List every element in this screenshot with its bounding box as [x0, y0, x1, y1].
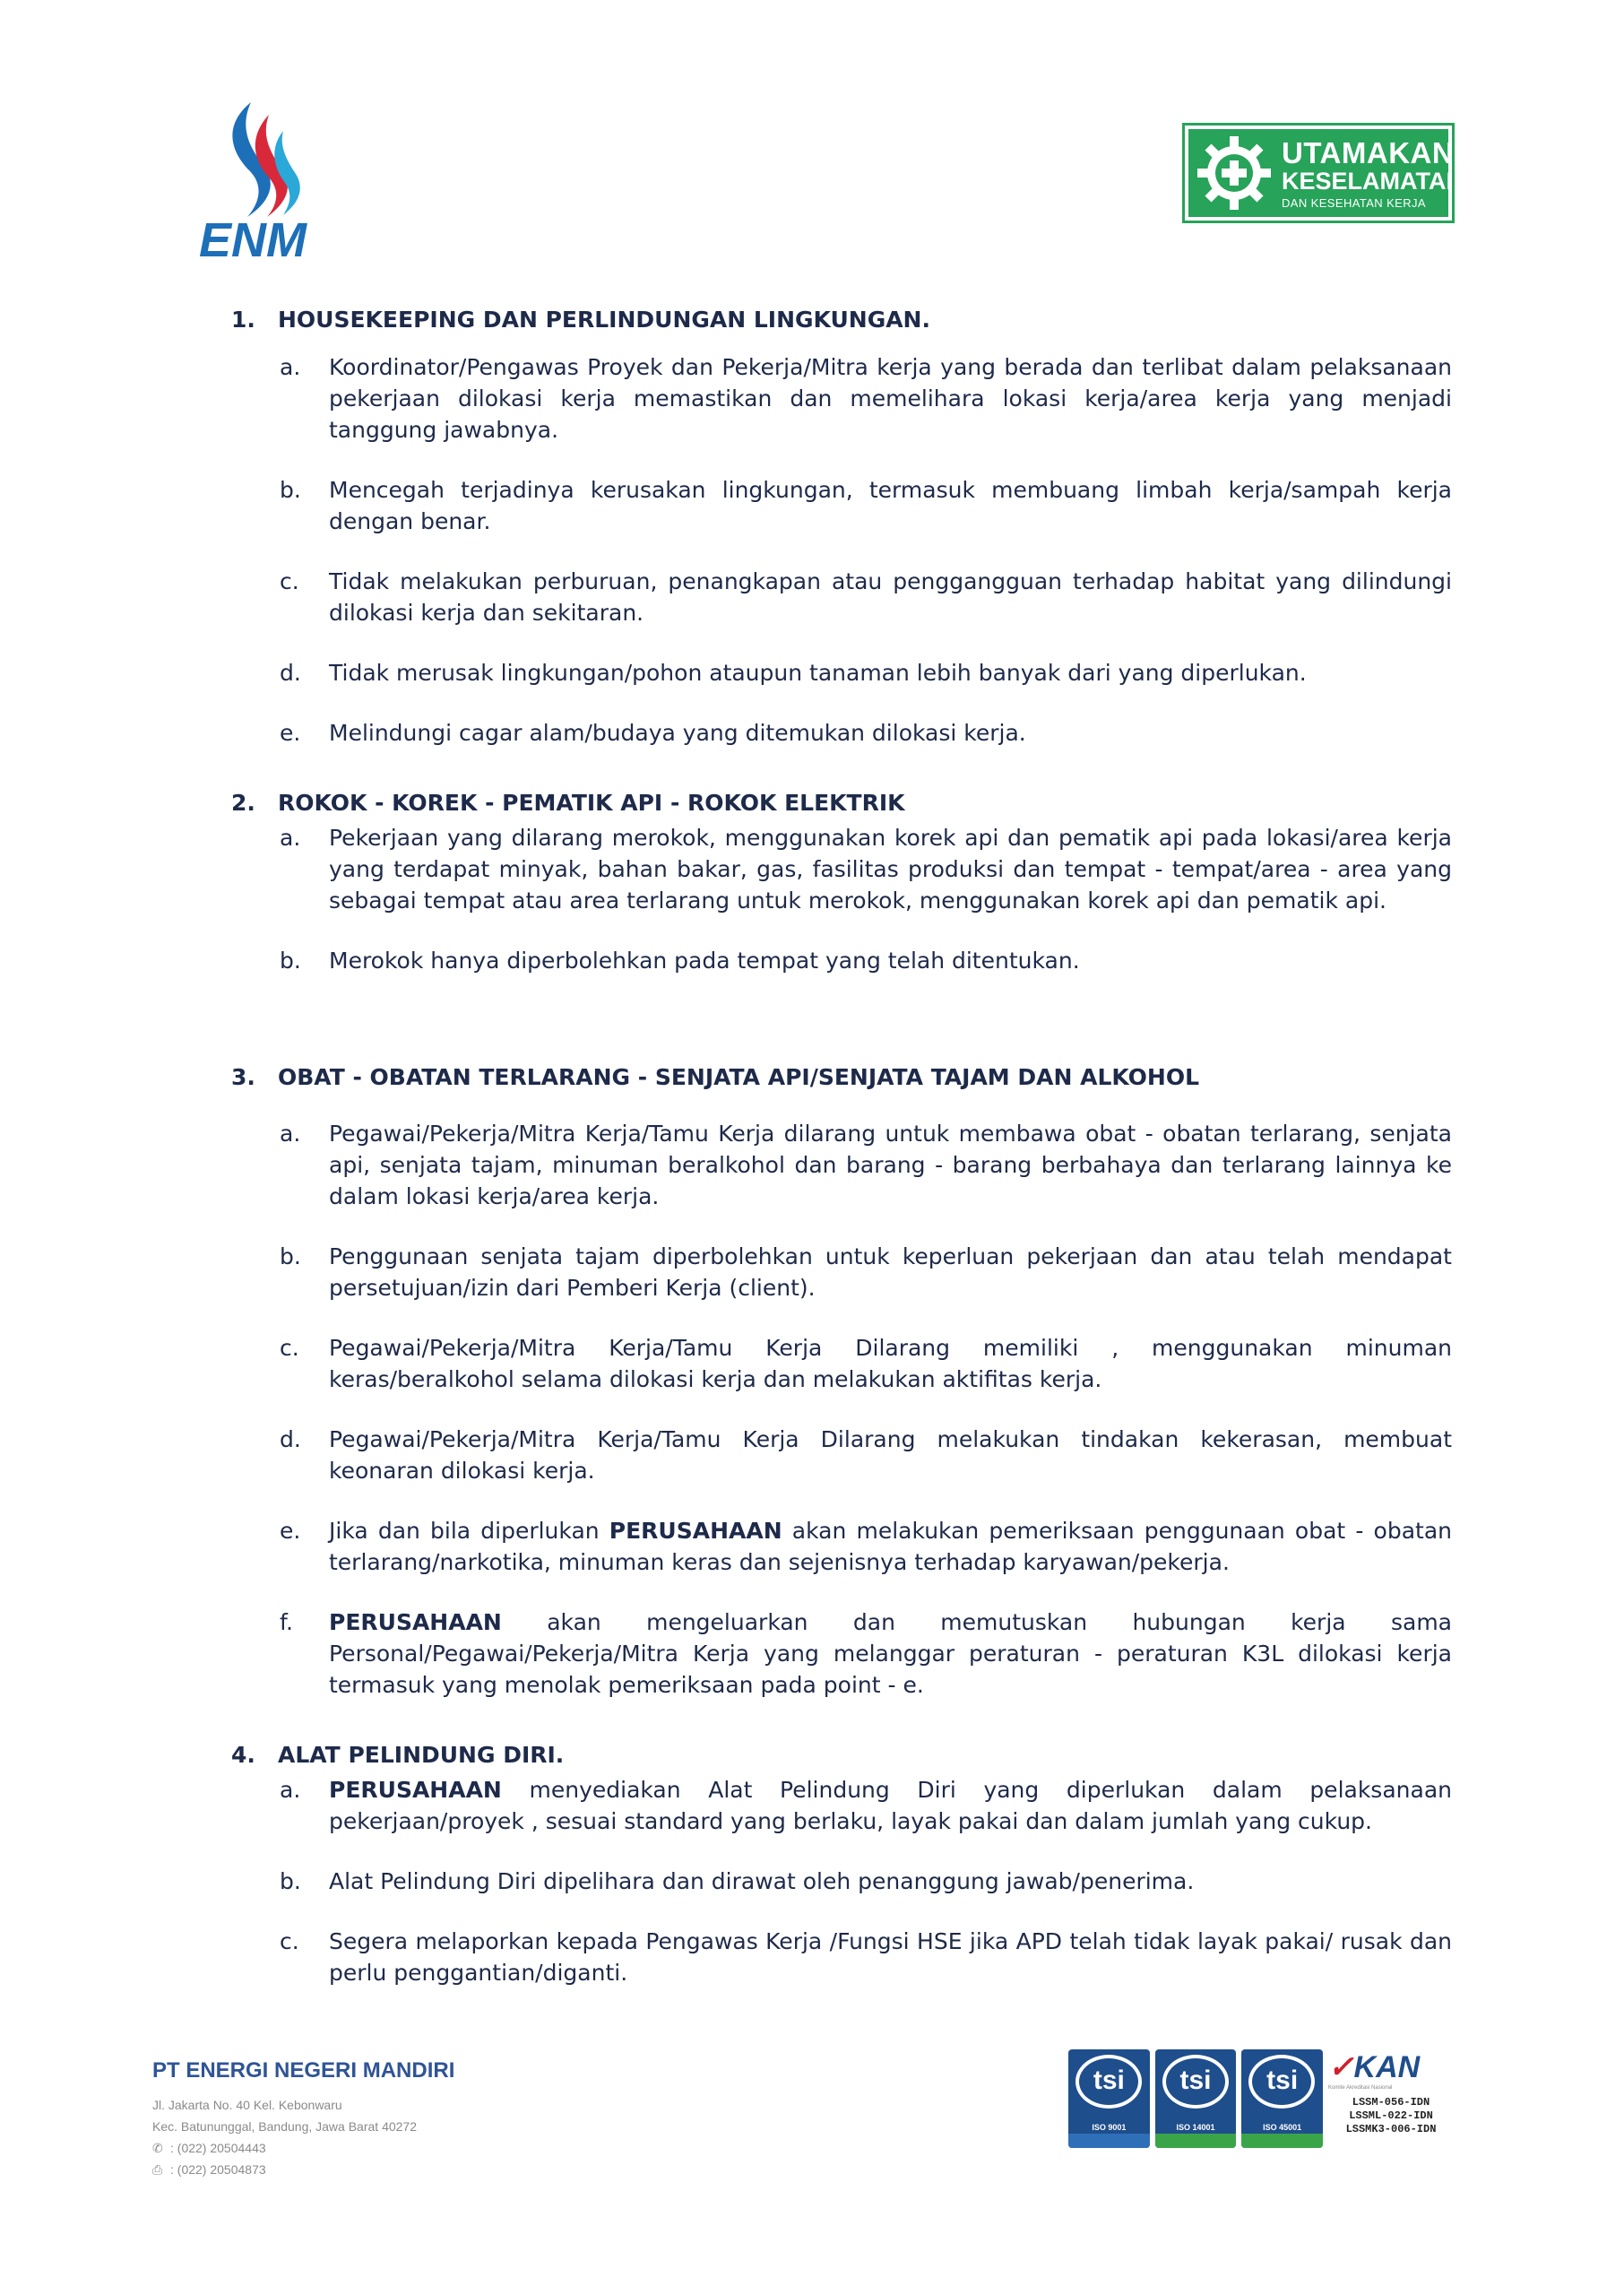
tsi-iso-45001-logo: tsi ISO 45001 [1241, 2049, 1323, 2148]
badge-line-3: DAN KESEHATAN KERJA [1282, 195, 1426, 210]
phone-line: ✆ : (022) 20504443 [152, 2137, 417, 2159]
certification-logos [1068, 2049, 1454, 2155]
list-item: e. Jika dan bila diperlukan PERUSAHAAN akan melakukan pemeriksaan penggunaan obat - obatan terlarang/narkotika, minuman keras dan sejenisnya terhadap karyawan/pekerja. [280, 1518, 1452, 1575]
fax-line: ⎙ : (022) 20504873 [152, 2159, 417, 2180]
enm-logo [195, 99, 339, 260]
kan-code: LSSML-022-IDN [1349, 2109, 1433, 2122]
section-title: OBAT - OBATAN TERLARANG - SENJATA API/SENJATA TAJAM DAN ALKOHOL [278, 1064, 1200, 1090]
footer-address [152, 2094, 417, 2180]
tsi-iso-9001-logo: tsi ISO 9001 [1068, 2049, 1150, 2148]
section-drugs-weapons [231, 1062, 1452, 1701]
section-heading [231, 788, 1452, 818]
badge-line-2: KESELAMATAN [1282, 167, 1464, 195]
section-title: ROKOK - KOREK - PEMATIK API - ROKOK ELEKTRIK [278, 790, 905, 816]
phone-icon: ✆ [152, 2141, 163, 2155]
list-item: b. Merokok hanya diperbolehkan pada tempat yang telah ditentukan. [280, 948, 1080, 974]
address-line-2: Kec. Batununggal, Bandung, Jawa Barat 40272 [152, 2119, 417, 2134]
list-item: a. Pekerjaan yang dilarang merokok, menggunakan korek api dan pematik api pada lokasi/area kerja yang terdapat minyak, bahan bakar, gas, fasilitas produksi dan tempat - tempat/area - area yang sebagai tempat atau area terlarang untuk merokok, menggunakan korek api dan pematik api. [280, 825, 1452, 914]
list-item: c. Tidak melakukan perburuan, penangkapan atau penggangguan terhadap habitat yang dilindungi dilokasi kerja dan sekitaran. [280, 568, 1452, 626]
section-title: ALAT PELINDUNG DIRI. [278, 1742, 565, 1768]
list-item: d. Pegawai/Pekerja/Mitra Kerja/Tamu Kerja Dilarang melakukan tindakan kekerasan, membuat keonaran dilokasi kerja. [280, 1426, 1452, 1484]
section-heading [231, 1740, 1452, 1771]
kan-code: LSSM-056-IDN [1352, 2096, 1430, 2109]
section-number: 2. [231, 790, 255, 816]
section-number: 1. [231, 307, 255, 333]
section-heading [231, 1062, 1452, 1093]
address-line-1: Jl. Jakarta No. 40 Kel. Kebonwaru [152, 2098, 342, 2112]
tsi-iso-14001-logo: tsi ISO 14001 [1155, 2049, 1237, 2148]
list-item: b. Mencegah terjadinya kerusakan lingkungan, termasuk membuang limbah kerja/sampah kerja dengan benar. [280, 477, 1452, 534]
section-number: 4. [231, 1742, 255, 1768]
list-item: a. PERUSAHAAN menyediakan Alat Pelindung Diri yang diperlukan dalam pelaksanaan pekerjaan/proyek , sesuai standard yang berlaku, layak pakai dan dalam jumlah yang cukup. [280, 1777, 1452, 1834]
document-body [231, 305, 1452, 2028]
section-heading [231, 305, 1452, 335]
list-item: b. Penggunaan senjata tajam diperbolehkan untuk keperluan pekerjaan dan atau telah mendapat persetujuan/izin dari Pemberi Kerja (client). [280, 1243, 1452, 1301]
fax-icon: ⎙ [152, 2162, 163, 2177]
gear-cross-icon [1194, 133, 1274, 213]
k3-safety-badge [1185, 126, 1464, 221]
section-housekeeping [231, 305, 1452, 749]
list-item: b. Alat Pelindung Diri dipelihara dan dirawat oleh penanggung jawab/penerima. [280, 1868, 1195, 1894]
list-item: c. Pegawai/Pekerja/Mitra Kerja/Tamu Kerja Dilarang memiliki , menggunakan minuman keras/beralkohol selama dilokasi kerja dan melakukan aktifitas kerja. [280, 1335, 1452, 1392]
section-smoking [231, 788, 1452, 976]
list-item: a. Pegawai/Pekerja/Mitra Kerja/Tamu Kerja dilarang untuk membawa obat - obatan terlarang, senjata api, senjata tajam, minuman beralkohol dan barang - barang berbahaya dan terlarang lainnya ke dalam lokasi kerja/area kerja. [280, 1121, 1452, 1209]
list-item: a. Koordinator/Pengawas Proyek dan Pekerja/Mitra kerja yang berada dan terlibat dalam pelaksanaan pekerjaan dilokasi kerja memastikan dan memelihara lokasi kerja/area kerja yang menjadi tanggung jawabnya. [280, 354, 1452, 443]
badge-line-1: UTAMAKAN [1282, 135, 1455, 169]
kan-accreditation-logo: ✓KAN Komite Akreditasi Nasional LSSM-056-IDN LSSML-022-IDN LSSMK3-006-IDN [1328, 2049, 1454, 2148]
section-number: 3. [231, 1064, 255, 1090]
kan-code: LSSMK3-006-IDN [1345, 2123, 1437, 2135]
section-ppe [231, 1740, 1452, 1988]
list-item: c. Segera melaporkan kepada Pengawas Kerja /Fungsi HSE jika APD telah tidak layak pakai/ rusak dan perlu penggantian/diganti. [280, 1928, 1452, 1986]
list-item: f. PERUSAHAAN akan mengeluarkan dan memutuskan hubungan kerja sama Personal/Pegawai/Pekerja/Mitra Kerja yang melanggar peraturan - peraturan K3L dilokasi kerja termasuk yang menolak pemeriksaan pada point - e. [280, 1609, 1452, 1698]
section-title: HOUSEKEEPING DAN PERLINDUNGAN LINGKUNGAN. [278, 307, 930, 333]
svg-text:ENM: ENM [199, 213, 307, 260]
list-item: e. Melindungi cagar alam/budaya yang ditemukan dilokasi kerja. [280, 720, 1026, 746]
list-item: d. Tidak merusak lingkungan/pohon ataupun tanaman lebih banyak dari yang diperlukan. [280, 660, 1307, 686]
footer-company-name: PT ENERGI NEGERI MANDIRI [152, 2058, 455, 2083]
